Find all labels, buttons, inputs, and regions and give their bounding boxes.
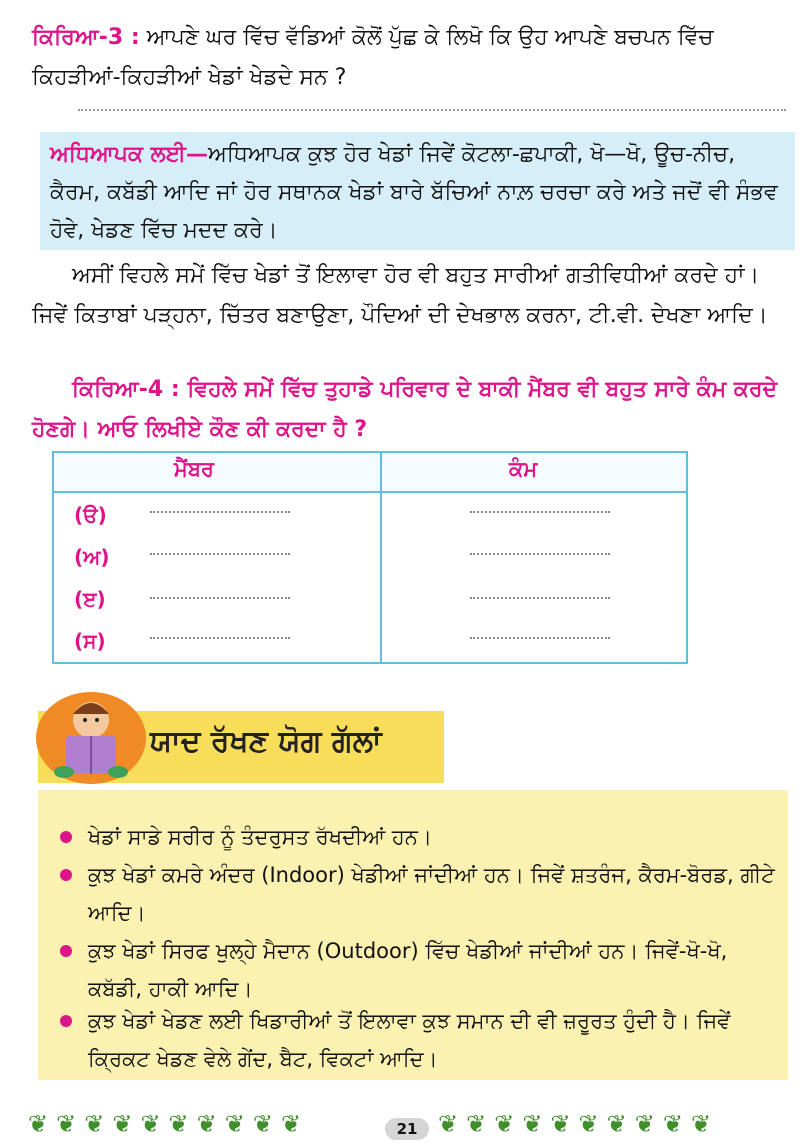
activity-3-label: ਕਿਰਿਆ-3 : (32, 25, 140, 50)
summary-point-text: ਕੁਝ ਖੇਡਾਂ ਸਿਰਫ ਖੁਲ੍ਹੇ ਮੈਦਾਨ (Outdoor) ਵਿੱਚ ਖੇਡੀਆਂ ਜਾਂਦੀਆਂ ਹਨ। ਜਿਵੇਂ-ਖੋ-ਖੋ, ਕਬੱਡੀ, ਹਾਕੀ ਆਦਿ। (88, 939, 728, 1001)
row-label: (ੳ) (74, 503, 107, 527)
page-number: 21 (385, 1118, 429, 1140)
member-blank[interactable] (150, 511, 290, 513)
activity-4-label: ਕਿਰਿਆ-4 : (72, 377, 180, 402)
summary-point (60, 818, 780, 856)
bullet-icon (60, 945, 72, 957)
leaf-border-right: ❦❦❦❦❦❦❦❦❦❦ (438, 1110, 720, 1138)
activity-3 (32, 18, 792, 98)
table-header (54, 453, 686, 493)
answer-dotted-line (78, 109, 786, 111)
table-divider (380, 453, 382, 662)
leaf-border-left: ❦❦❦❦❦❦❦❦❦❦ (28, 1110, 310, 1138)
member-blank[interactable] (150, 597, 290, 599)
summary-point (60, 1002, 780, 1078)
work-blank[interactable] (470, 511, 610, 513)
remember-title: ਯਾਦ ਰੱਖਣ ਯੋਗ ਗੱਲਾਂ (150, 724, 382, 759)
teacher-note-text: ਅਧਿਆਪਕ ਕੁਝ ਹੋਰ ਖੇਡਾਂ ਜਿਵੇਂ ਕੋਟਲਾ-ਛਪਾਕੀ, ਖੋ—ਖੋ, ਊਚ-ਨੀਚ, ਕੈਰਮ, ਕਬੱਡੀ ਆਦਿ ਜਾਂ ਹੋਰ ਸਥਾਨਕ ਖੇਡਾਂ ਬਾਰੇ ਬੱਚਿਆਂ ਨਾਲ਼ ਚਰਚਾ ਕਰੇ ਅਤੇ ਜਦੋਂ ਵੀ ਸੰਭਵ ਹੋਵੇ, ਖੇਡਣ ਵਿੱਚ ਮਦਦ ਕਰੇ। (50, 142, 778, 243)
member-blank[interactable] (150, 553, 290, 555)
member-work-table (52, 451, 688, 664)
activity-4 (32, 370, 792, 450)
member-blank[interactable] (150, 637, 290, 639)
activity-4-text: ਵਿਹਲੇ ਸਮੇਂ ਵਿੱਚ ਤੁਹਾਡੇ ਪਰਿਵਾਰ ਦੇ ਬਾਕੀ ਮੈਂਬਰ ਵੀ ਬਹੁਤ ਸਾਰੇ ਕੰਮ ਕਰਦੇ ਹੋਣਗੇ। ਆਓ ਲਿਖੀਏ ਕੌਣ ਕੀ ਕਰਦਾ ਹੈ ? (32, 377, 778, 442)
bullet-icon (60, 869, 72, 881)
summary-point-text: ਕੁਝ ਖੇਡਾਂ ਕਮਰੇ ਅੰਦਰ (Indoor) ਖੇਡੀਆਂ ਜਾਂਦੀਆਂ ਹਨ। ਜਿਵੇਂ ਸ਼ਤਰੰਜ, ਕੈਰਮ-ਬੋਰਡ, ਗੀਟੇ ਆਦਿ। (88, 863, 775, 925)
work-blank[interactable] (470, 637, 610, 639)
summary-point (60, 856, 780, 932)
activity-3-text: ਆਪਣੇ ਘਰ ਵਿੱਚ ਵੱਡਿਆਂ ਕੋਲੋਂ ਪੁੱਛ ਕੇ ਲਿਖੋ ਕਿ ਉਹ ਆਪਣੇ ਬਚਪਨ ਵਿੱਚ ਕਿਹੜੀਆਂ-ਕਿਹੜੀਆਂ ਖੇਡਾਂ ਖੇਡਦੇ ਸਨ ? (32, 25, 714, 90)
bullet-icon (60, 831, 72, 843)
teacher-note-box (40, 132, 795, 250)
row-label: (ਸ) (74, 629, 106, 653)
boy-reading-illustration (36, 692, 146, 784)
reading-boy-icon (36, 692, 146, 784)
column-header-work: ਕੰਮ (509, 457, 538, 481)
leisure-paragraph: ਅਸੀਂ ਵਿਹਲੇ ਸਮੇਂ ਵਿੱਚ ਖੇਡਾਂ ਤੋਂ ਇਲਾਵਾ ਹੋਰ ਵੀ ਬਹੁਤ ਸਾਰੀਆਂ ਗਤੀਵਿਧੀਆਂ ਕਰਦੇ ਹਾਂ। ਜਿਵੇਂ ਕਿਤਾਬਾਂ ਪੜ੍ਹਨਾ, ਚਿੱਤਰ ਬਣਾਉਣਾ, ਪੌਦਿਆਂ ਦੀ ਦੇਖਭਾਲ ਕਰਨਾ, ਟੀ.ਵੀ. ਦੇਖਣਾ ਆਦਿ। (32, 263, 768, 328)
teacher-note-label: ਅਧਿਆਪਕ ਲਈ— (50, 142, 208, 167)
column-header-member: ਮੈਂਬਰ (174, 457, 214, 481)
row-label: (ਅ) (74, 545, 110, 569)
summary-point-text: ਖੇਡਾਂ ਸਾਡੇ ਸਰੀਰ ਨੂੰ ਤੰਦਰੁਸਤ ਰੱਖਦੀਆਂ ਹਨ। (88, 825, 433, 849)
row-label: (ੲ) (74, 587, 106, 611)
summary-point-text: ਕੁਝ ਖੇਡਾਂ ਖੇਡਣ ਲਈ ਖਿਡਾਰੀਆਂ ਤੋਂ ਇਲਾਵਾ ਕੁਝ ਸਮਾਨ ਦੀ ਵੀ ਜ਼ਰੂਰਤ ਹੁੰਦੀ ਹੈ। ਜਿਵੇਂ ਕ੍ਰਿਕਟ ਖੇਡਣ ਵੇਲੇ ਗੇਂਦ, ਬੈਟ, ਵਿਕਟਾਂ ਆਦਿ। (88, 1009, 731, 1071)
summary-point (60, 932, 780, 1008)
bullet-icon (60, 1015, 72, 1027)
work-blank[interactable] (470, 553, 610, 555)
work-blank[interactable] (470, 597, 610, 599)
